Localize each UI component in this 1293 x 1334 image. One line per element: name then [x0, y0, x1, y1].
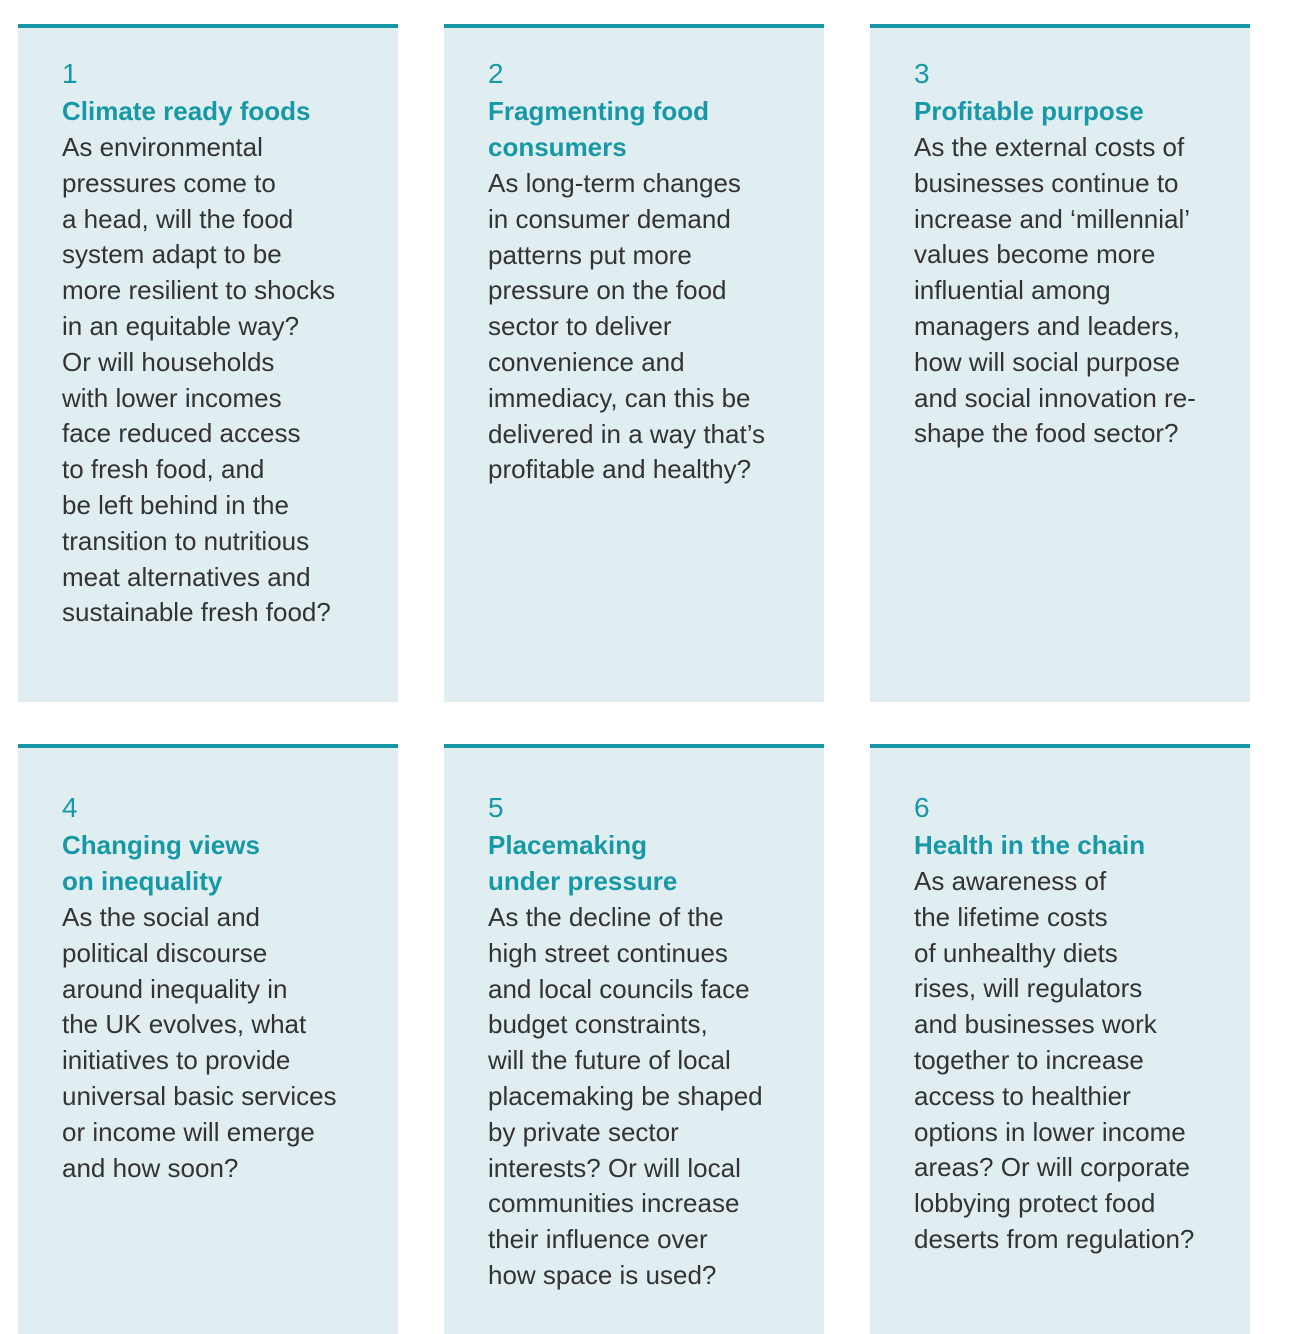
card-title: Climate ready foods	[62, 96, 311, 126]
card-body: As environmental pressures come to a head, will the food system adapt to be more resilient to shocks in an equitable way? Or will households with lower incomes face reduced access to fresh food, and be left behind in the transition to nutritious meat alternatives and sustainable fresh food?	[62, 132, 336, 628]
card-number: 5	[488, 792, 504, 823]
card-body: As the social and political discourse around inequality in the UK evolves, what initiatives to provide universal basic services or income will emerge and how soon?	[62, 902, 337, 1183]
card-number: 3	[914, 58, 930, 89]
card-title: Placemaking under pressure	[488, 830, 678, 896]
card-body: As the decline of the high street continues and local councils face budget constraints, will the future of local placemaking be shaped by private sector interests? Or will local communities increase their influence over how space is used?	[488, 902, 763, 1290]
card-body: As long-term changes in consumer demand patterns put more pressure on the food sector to deliver convenience and immediacy, can this be delivered in a way that’s profitable and healthy?	[488, 168, 766, 485]
card-climate-ready-foods	[18, 24, 398, 702]
card-fragmenting-food-consumers	[444, 24, 824, 702]
card-number: 2	[488, 58, 504, 89]
card-placemaking-under-pressure	[444, 744, 824, 1334]
card-number: 1	[62, 58, 78, 89]
card-number: 4	[62, 792, 78, 823]
card-changing-views-on-inequality	[18, 744, 398, 1334]
card-title: Fragmenting food consumers	[488, 96, 709, 162]
card-title: Health in the chain	[914, 830, 1146, 860]
card-title: Changing views on inequality	[62, 830, 260, 896]
card-body: As the external costs of businesses continue to increase and ‘millennial’ values become more influential among managers and leaders, how will social purpose and social innovation re- shape the food sector?	[914, 132, 1196, 449]
card-title: Profitable purpose	[914, 96, 1144, 126]
card-health-in-the-chain	[870, 744, 1250, 1334]
card-number: 6	[914, 792, 930, 823]
card-profitable-purpose	[870, 24, 1250, 702]
card-body: As awareness of the lifetime costs of unhealthy diets rises, will regulators and businesses work together to increase access to healthier options in lower income areas? Or will corporate lobbying protect food deserts from regulation?	[914, 866, 1195, 1254]
